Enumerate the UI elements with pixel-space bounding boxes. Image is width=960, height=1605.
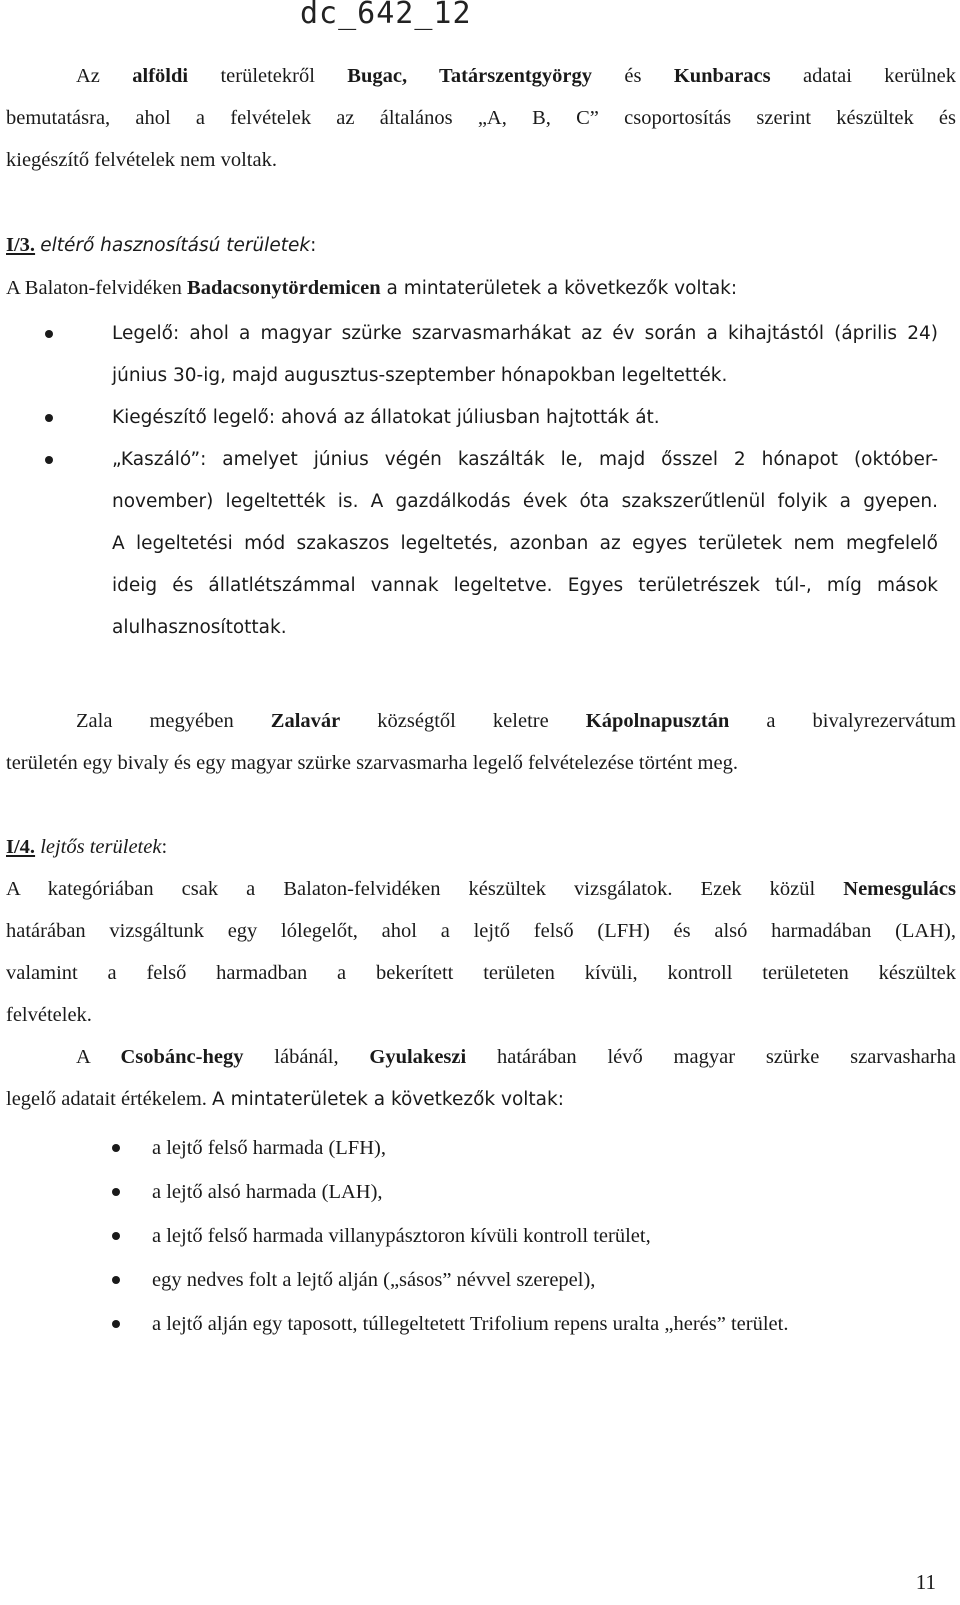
list-item <box>40 397 938 439</box>
section-i3-lead <box>6 267 956 310</box>
zala-line-2: területén egy bivaly és egy magyar szürke szarvasmarha legelő felvételezése történt meg. <box>6 752 738 774</box>
text-run: A kategóriában csak a Balaton-felvidéken készültek vizsgálatok. Ezek közül <box>6 878 844 900</box>
list-item <box>112 1258 942 1302</box>
bullet-icon <box>112 1320 120 1328</box>
text-run: lábánál, <box>243 1046 370 1068</box>
bullet-icon <box>45 456 53 464</box>
bold-term: Zalavár <box>270 710 341 732</box>
intro-line-2: bemutatásra, ahol a felvételek az általános „A, B, C” csoportosítás szerint készültek és <box>6 107 956 129</box>
text-run: a bivalyrezervátum <box>729 710 956 732</box>
section-number: I/4. <box>6 836 36 858</box>
bullet-icon <box>112 1144 120 1152</box>
bold-term: Nemesgulács <box>843 878 956 900</box>
list-item <box>112 1302 942 1346</box>
text-run: Az <box>76 65 133 87</box>
bold-term: alföldi <box>132 65 189 87</box>
list-item-text: Kiegészítő legelő: ahová az állatokat júliusban hajtották át. <box>112 407 660 428</box>
bullet-icon <box>45 414 53 422</box>
list-item-text: a lejtő alján egy taposott, túllegeltetett Trifolium repens uralta „herés” terület. <box>152 1313 789 1335</box>
text-run: : <box>161 836 168 858</box>
document-id: dc_642_12 <box>300 0 472 31</box>
list-item <box>40 439 938 649</box>
section-i3-list <box>40 313 938 649</box>
text-run: határában lévő magyar szürke szarvasharha <box>466 1046 956 1068</box>
intro-line-1 <box>6 55 956 97</box>
list-item <box>40 313 938 397</box>
intro-paragraph <box>6 55 956 181</box>
bold-term: Bugac, Tatárszentgyörgy <box>347 65 593 87</box>
text-run: adatai kerülnek <box>770 65 956 87</box>
bullet-icon <box>112 1232 120 1240</box>
list-item-text: A legeltetési mód szakaszos legeltetés, azonban az egyes területek nem megfelelő <box>112 533 938 554</box>
section-number: I/3. <box>6 234 36 256</box>
section-i4-p1-line-1 <box>6 868 956 910</box>
section-i4-list <box>112 1126 942 1346</box>
list-item-text: a lejtő felső harmada (LFH), <box>152 1137 386 1159</box>
section-i4-p1-line-3: valamint a felső harmadban a bekerített területen kívüli, kontroll területeten készültek <box>6 962 956 984</box>
text-run: : <box>310 235 317 256</box>
section-i3-heading <box>6 224 956 310</box>
bold-term: Gyulakeszi <box>369 1046 467 1068</box>
bullet-icon <box>112 1276 120 1284</box>
list-item-text: ideig és állatlétszámmal vannak legeltetve. Egyes területrészek túl-, míg mások <box>112 575 938 596</box>
list-item <box>112 1214 942 1258</box>
text-run: A <box>76 1046 121 1068</box>
zala-line-1 <box>6 700 956 742</box>
list-item-text: június 30-ig, majd augusztus-szeptember hónapokban legeltették. <box>112 365 728 386</box>
section-i4-p1-line-2: határában vizsgáltunk egy lólegelőt, ahol a lejtő felső (LFH) és alsó harmadában (LAH), <box>6 920 956 942</box>
text-run: A Balaton-felvidéken <box>6 277 188 299</box>
section-i4 <box>6 826 956 1121</box>
list-item-text: „Kaszáló”: amelyet június végén kaszálták le, majd ősszel 2 hónapot (október- <box>112 449 938 470</box>
intro-line-3: kiegészítő felvételek nem voltak. <box>6 149 277 171</box>
section-i4-p2-line-2 <box>6 1078 956 1121</box>
text-run: legelő adatait értékelem. <box>6 1088 213 1110</box>
list-item-text: a lejtő felső harmada villanypásztoron kívüli kontroll terület, <box>152 1225 651 1247</box>
text-run: a mintaterületek a következők voltak: <box>380 278 738 299</box>
list-item-text: a lejtő alsó harmada (LAH), <box>152 1181 383 1203</box>
page-number: 11 <box>915 1570 936 1594</box>
list-item-text: alulhasznosítottak. <box>112 617 287 638</box>
list-item-text: Legelő: ahol a magyar szürke szarvasmarhákat az év során a kihajtástól (április 24) <box>112 323 938 344</box>
bold-term: Badacsonytördemicen <box>187 277 381 299</box>
bold-term: Csobánc-hegy <box>120 1046 244 1068</box>
text-run: Zala megyében <box>76 710 271 732</box>
text-run: és <box>592 65 674 87</box>
bold-term: Kunbaracs <box>673 65 771 87</box>
section-i4-heading <box>6 826 956 868</box>
section-title: lejtős területek <box>40 836 162 858</box>
bullet-icon <box>45 330 53 338</box>
text-run: A mintaterületek a következők voltak: <box>212 1089 564 1110</box>
bullet-icon <box>112 1188 120 1196</box>
section-i4-p1-line-4: felvételek. <box>6 1004 92 1026</box>
list-item <box>112 1170 942 1214</box>
list-item-text: egy nedves folt a lejtő alján („sásos” névvel szerepel), <box>152 1269 596 1291</box>
list-item <box>112 1126 942 1170</box>
section-i4-p2-line-1 <box>6 1036 956 1078</box>
bold-term: Kápolnapusztán <box>585 710 730 732</box>
zala-paragraph <box>6 700 956 784</box>
text-run: területekről <box>188 65 348 87</box>
section-title: eltérő hasznosítású területek <box>40 235 311 256</box>
text-run: községtől keletre <box>340 710 586 732</box>
list-item-text: november) legeltették is. A gazdálkodás évek óta szakszerűtlenül folyik a gyepen. <box>112 491 938 512</box>
